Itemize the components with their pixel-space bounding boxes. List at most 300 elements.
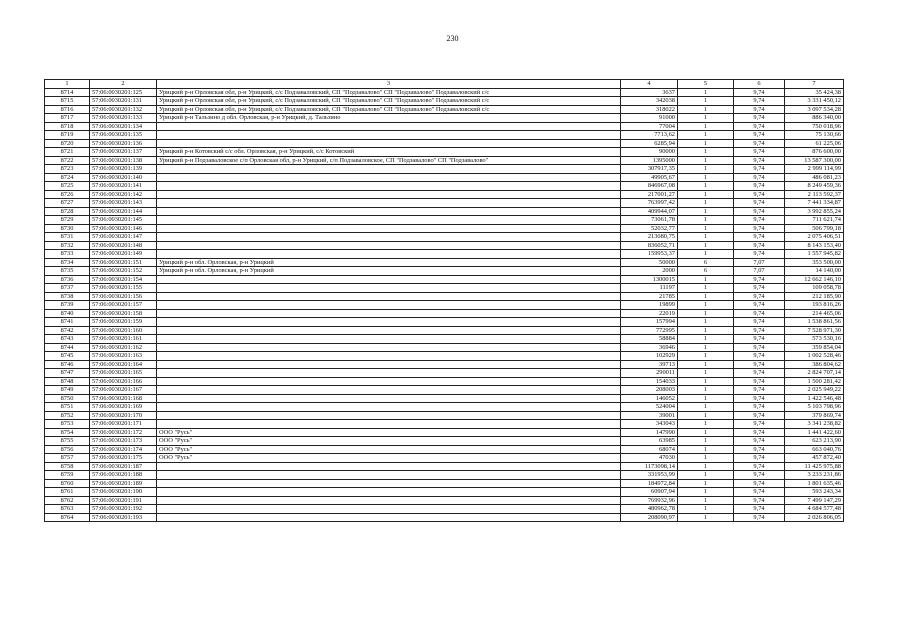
cadastral-value-cell: 1 500 281,42 xyxy=(785,377,844,386)
category-cell: 1 xyxy=(678,309,734,318)
cadastral-number-cell: 57:06:0030201:145 xyxy=(90,216,157,225)
row-number-cell: 8764 xyxy=(45,513,90,522)
table-row xyxy=(45,139,844,148)
rate-cell: 9,74 xyxy=(734,394,785,403)
row-number-cell: 8723 xyxy=(45,165,90,174)
area-cell: 184972,84 xyxy=(621,479,678,488)
address-cell: Урицкий р-н обл. Орловская, р-н Урицкий xyxy=(157,267,621,276)
row-number-cell: 8731 xyxy=(45,233,90,242)
table-row xyxy=(45,88,844,97)
cadastral-value-cell: 593 243,34 xyxy=(785,488,844,497)
category-cell: 1 xyxy=(678,224,734,233)
address-cell: Урицкий р-н Орловская обл, р-н Урицкий, с/с Подзаваловский, СП "Подзавалово" СП "Подзавалово" Подзаваловский с/с xyxy=(157,97,621,106)
address-cell xyxy=(157,318,621,327)
address-cell xyxy=(157,207,621,216)
category-cell: 1 xyxy=(678,343,734,352)
address-cell xyxy=(157,131,621,140)
cadastral-value-cell: 109 058,78 xyxy=(785,284,844,293)
category-cell: 1 xyxy=(678,488,734,497)
area-cell: 63985 xyxy=(621,437,678,446)
address-cell xyxy=(157,479,621,488)
category-cell: 1 xyxy=(678,479,734,488)
header-col-7: 7 xyxy=(785,80,844,89)
cadastral-number-cell: 57:06:0030201:168 xyxy=(90,394,157,403)
rate-cell: 9,74 xyxy=(734,139,785,148)
row-number-cell: 8757 xyxy=(45,454,90,463)
area-cell: 68074 xyxy=(621,445,678,454)
cadastral-value-cell: 75 130,66 xyxy=(785,131,844,140)
cadastral-number-cell: 57:06:0030201:172 xyxy=(90,428,157,437)
category-cell: 1 xyxy=(678,377,734,386)
table-row xyxy=(45,114,844,123)
cadastral-number-cell: 57:06:0030201:158 xyxy=(90,309,157,318)
address-cell: Урицкий р-н обл. Орловская, р-н Урицкий xyxy=(157,258,621,267)
rate-cell: 7,07 xyxy=(734,258,785,267)
cadastral-value-cell: 35 424,38 xyxy=(785,88,844,97)
cadastral-number-cell: 57:06:0030201:133 xyxy=(90,114,157,123)
table-row xyxy=(45,190,844,199)
row-number-cell: 8756 xyxy=(45,445,90,454)
area-cell: 39001 xyxy=(621,411,678,420)
address-cell xyxy=(157,139,621,148)
area-cell: 217001,27 xyxy=(621,190,678,199)
area-cell: 846967,08 xyxy=(621,182,678,191)
table-row xyxy=(45,148,844,157)
address-cell xyxy=(157,241,621,250)
area-cell: 2000 xyxy=(621,267,678,276)
address-cell xyxy=(157,403,621,412)
table-row xyxy=(45,250,844,259)
cadastral-number-cell: 57:06:0030201:125 xyxy=(90,88,157,97)
cadastral-value-cell: 359 854,04 xyxy=(785,343,844,352)
area-cell: 60907,94 xyxy=(621,488,678,497)
category-cell: 1 xyxy=(678,131,734,140)
rate-cell: 9,74 xyxy=(734,411,785,420)
category-cell: 1 xyxy=(678,505,734,514)
address-cell xyxy=(157,326,621,335)
address-cell xyxy=(157,309,621,318)
area-cell: 50000 xyxy=(621,258,678,267)
address-cell xyxy=(157,122,621,131)
cadastral-table-container xyxy=(44,79,843,522)
address-cell: Урицкий р-н Тальзино д обл. Орловская, р-н Урицкий, д. Тальзино xyxy=(157,114,621,123)
rate-cell: 9,74 xyxy=(734,386,785,395)
table-row xyxy=(45,241,844,250)
cadastral-value-cell: 876 600,00 xyxy=(785,148,844,157)
cadastral-number-cell: 57:06:0030201:131 xyxy=(90,97,157,106)
row-number-cell: 8744 xyxy=(45,343,90,352)
area-cell: 343043 xyxy=(621,420,678,429)
category-cell: 1 xyxy=(678,88,734,97)
cadastral-number-cell: 57:06:0030201:140 xyxy=(90,173,157,182)
cadastral-number-cell: 57:06:0030201:161 xyxy=(90,335,157,344)
cadastral-value-cell: 1 801 635,46 xyxy=(785,479,844,488)
table-row xyxy=(45,173,844,182)
address-cell xyxy=(157,496,621,505)
category-cell: 1 xyxy=(678,437,734,446)
row-number-cell: 8737 xyxy=(45,284,90,293)
area-cell: 11197 xyxy=(621,284,678,293)
rate-cell: 9,74 xyxy=(734,216,785,225)
rate-cell: 9,74 xyxy=(734,275,785,284)
table-row xyxy=(45,318,844,327)
cadastral-number-cell: 57:06:0030201:160 xyxy=(90,326,157,335)
table-row xyxy=(45,411,844,420)
cadastral-value-cell: 14 140,00 xyxy=(785,267,844,276)
cadastral-value-cell: 2 824 707,14 xyxy=(785,369,844,378)
category-cell: 1 xyxy=(678,420,734,429)
area-cell: 58884 xyxy=(621,335,678,344)
area-cell: 157994 xyxy=(621,318,678,327)
row-number-cell: 8755 xyxy=(45,437,90,446)
cadastral-value-cell: 5 103 798,96 xyxy=(785,403,844,412)
cadastral-value-cell: 573 530,16 xyxy=(785,335,844,344)
cadastral-number-cell: 57:06:0030201:148 xyxy=(90,241,157,250)
table-row xyxy=(45,420,844,429)
header-col-6: 6 xyxy=(734,80,785,89)
rate-cell: 9,74 xyxy=(734,496,785,505)
area-cell: 836052,71 xyxy=(621,241,678,250)
cadastral-value-cell: 386 804,62 xyxy=(785,360,844,369)
table-row xyxy=(45,335,844,344)
category-cell: 1 xyxy=(678,428,734,437)
cadastral-number-cell: 57:06:0030201:166 xyxy=(90,377,157,386)
table-row xyxy=(45,275,844,284)
cadastral-value-cell: 457 872,40 xyxy=(785,454,844,463)
area-cell: 19899 xyxy=(621,301,678,310)
row-number-cell: 8747 xyxy=(45,369,90,378)
cadastral-number-cell: 57:06:0030201:165 xyxy=(90,369,157,378)
category-cell: 1 xyxy=(678,403,734,412)
area-cell: 159953,37 xyxy=(621,250,678,259)
rate-cell: 9,74 xyxy=(734,301,785,310)
cadastral-value-cell: 3 992 855,24 xyxy=(785,207,844,216)
cadastral-number-cell: 57:06:0030201:149 xyxy=(90,250,157,259)
category-cell: 1 xyxy=(678,139,734,148)
category-cell: 1 xyxy=(678,513,734,522)
rate-cell: 9,74 xyxy=(734,88,785,97)
address-cell: Урицкий р-н Котовский с/с обл. Орловская, р-н Урицкий, с/с Котовский xyxy=(157,148,621,157)
address-cell xyxy=(157,420,621,429)
cadastral-value-cell: 13 587 300,00 xyxy=(785,156,844,165)
cadastral-number-cell: 57:06:0030201:152 xyxy=(90,267,157,276)
row-number-cell: 8730 xyxy=(45,224,90,233)
cadastral-value-cell: 193 816,26 xyxy=(785,301,844,310)
rate-cell: 9,74 xyxy=(734,190,785,199)
rate-cell: 9,74 xyxy=(734,131,785,140)
area-cell: 213080,75 xyxy=(621,233,678,242)
rate-cell: 9,74 xyxy=(734,148,785,157)
area-cell: 769932,96 xyxy=(621,496,678,505)
category-cell: 1 xyxy=(678,301,734,310)
category-cell: 1 xyxy=(678,241,734,250)
rate-cell: 9,74 xyxy=(734,352,785,361)
address-cell xyxy=(157,284,621,293)
area-cell: 49905,67 xyxy=(621,173,678,182)
rate-cell: 9,74 xyxy=(734,479,785,488)
category-cell: 1 xyxy=(678,233,734,242)
table-row xyxy=(45,199,844,208)
category-cell: 1 xyxy=(678,318,734,327)
area-cell: 154033 xyxy=(621,377,678,386)
area-cell: 52032,77 xyxy=(621,224,678,233)
rate-cell: 9,74 xyxy=(734,403,785,412)
cadastral-value-cell: 3 097 534,28 xyxy=(785,105,844,114)
cadastral-number-cell: 57:06:0030201:134 xyxy=(90,122,157,131)
cadastral-value-cell: 3 341 238,82 xyxy=(785,420,844,429)
rate-cell: 9,74 xyxy=(734,224,785,233)
cadastral-value-cell: 7 499 147,29 xyxy=(785,496,844,505)
category-cell: 1 xyxy=(678,190,734,199)
cadastral-value-cell: 1 557 945,82 xyxy=(785,250,844,259)
table-row xyxy=(45,496,844,505)
table-row xyxy=(45,343,844,352)
row-number-cell: 8733 xyxy=(45,250,90,259)
cadastral-value-cell: 214 465,06 xyxy=(785,309,844,318)
table-row xyxy=(45,326,844,335)
area-cell: 21785 xyxy=(621,292,678,301)
rate-cell: 9,74 xyxy=(734,182,785,191)
header-col-2: 2 xyxy=(90,80,157,89)
table-row xyxy=(45,437,844,446)
cadastral-number-cell: 57:06:0030201:162 xyxy=(90,343,157,352)
row-number-cell: 8735 xyxy=(45,267,90,276)
area-cell: 772995 xyxy=(621,326,678,335)
row-number-cell: 8759 xyxy=(45,471,90,480)
row-number-cell: 8727 xyxy=(45,199,90,208)
cadastral-number-cell: 57:06:0030201:142 xyxy=(90,190,157,199)
row-number-cell: 8751 xyxy=(45,403,90,412)
rate-cell: 9,74 xyxy=(734,207,785,216)
cadastral-value-cell: 3 233 231,86 xyxy=(785,471,844,480)
category-cell: 1 xyxy=(678,411,734,420)
cadastral-value-cell: 8 249 459,36 xyxy=(785,182,844,191)
cadastral-value-cell: 7 441 334,87 xyxy=(785,199,844,208)
row-number-cell: 8716 xyxy=(45,105,90,114)
table-row xyxy=(45,462,844,471)
area-cell: 331953,99 xyxy=(621,471,678,480)
table-row xyxy=(45,97,844,106)
address-cell xyxy=(157,250,621,259)
cadastral-number-cell: 57:06:0030201:174 xyxy=(90,445,157,454)
cadastral-value-cell: 379 869,74 xyxy=(785,411,844,420)
cadastral-value-cell: 8 143 153,40 xyxy=(785,241,844,250)
cadastral-number-cell: 57:06:0030201:151 xyxy=(90,258,157,267)
category-cell: 1 xyxy=(678,148,734,157)
rate-cell: 9,74 xyxy=(734,454,785,463)
address-cell xyxy=(157,301,621,310)
cadastral-number-cell: 57:06:0030201:156 xyxy=(90,292,157,301)
row-number-cell: 8732 xyxy=(45,241,90,250)
rate-cell: 9,74 xyxy=(734,156,785,165)
area-cell: 524004 xyxy=(621,403,678,412)
address-cell xyxy=(157,369,621,378)
rate-cell: 9,74 xyxy=(734,105,785,114)
table-row xyxy=(45,428,844,437)
table-body xyxy=(45,88,844,522)
table-row xyxy=(45,233,844,242)
rate-cell: 9,74 xyxy=(734,335,785,344)
address-cell xyxy=(157,471,621,480)
row-number-cell: 8717 xyxy=(45,114,90,123)
header-row xyxy=(45,80,844,89)
table-row xyxy=(45,284,844,293)
area-cell: 208090,97 xyxy=(621,513,678,522)
rate-cell: 9,74 xyxy=(734,513,785,522)
category-cell: 1 xyxy=(678,454,734,463)
cadastral-number-cell: 57:06:0030201:169 xyxy=(90,403,157,412)
rate-cell: 9,74 xyxy=(734,326,785,335)
table-row xyxy=(45,454,844,463)
table-row xyxy=(45,105,844,114)
area-cell: 39713 xyxy=(621,360,678,369)
row-number-cell: 8728 xyxy=(45,207,90,216)
address-cell xyxy=(157,462,621,471)
row-number-cell: 8742 xyxy=(45,326,90,335)
address-cell xyxy=(157,386,621,395)
rate-cell: 9,74 xyxy=(734,488,785,497)
rate-cell: 7,07 xyxy=(734,267,785,276)
cadastral-value-cell: 353 500,00 xyxy=(785,258,844,267)
address-cell xyxy=(157,292,621,301)
area-cell: 1173098,14 xyxy=(621,462,678,471)
area-cell: 47030 xyxy=(621,454,678,463)
cadastral-value-cell: 711 621,74 xyxy=(785,216,844,225)
category-cell: 1 xyxy=(678,182,734,191)
category-cell: 1 xyxy=(678,173,734,182)
cadastral-number-cell: 57:06:0030201:135 xyxy=(90,131,157,140)
cadastral-value-cell: 1 441 422,60 xyxy=(785,428,844,437)
cadastral-number-cell: 57:06:0030201:167 xyxy=(90,386,157,395)
row-number-cell: 8761 xyxy=(45,488,90,497)
area-cell: 290011 xyxy=(621,369,678,378)
address-cell xyxy=(157,505,621,514)
table-row xyxy=(45,505,844,514)
rate-cell: 9,74 xyxy=(734,377,785,386)
rate-cell: 9,74 xyxy=(734,233,785,242)
cadastral-value-cell: 2 999 114,99 xyxy=(785,165,844,174)
rate-cell: 9,74 xyxy=(734,428,785,437)
address-cell: ООО "Русь" xyxy=(157,454,621,463)
rate-cell: 9,74 xyxy=(734,241,785,250)
table-row xyxy=(45,386,844,395)
rate-cell: 9,74 xyxy=(734,292,785,301)
cadastral-value-cell: 2 025 949,22 xyxy=(785,386,844,395)
header-col-4: 4 xyxy=(621,80,678,89)
category-cell: 1 xyxy=(678,122,734,131)
cadastral-number-cell: 57:06:0030201:173 xyxy=(90,437,157,446)
area-cell: 208003 xyxy=(621,386,678,395)
area-cell: 22019 xyxy=(621,309,678,318)
cadastral-number-cell: 57:06:0030201:144 xyxy=(90,207,157,216)
row-number-cell: 8760 xyxy=(45,479,90,488)
rate-cell: 9,74 xyxy=(734,462,785,471)
row-number-cell: 8719 xyxy=(45,131,90,140)
table-row xyxy=(45,267,844,276)
address-cell: Урицкий р-н Подзаваловское с/п Орловская обл, р-н Урицкий, с/п Подзаваловское, СП "Подзавалово" СП "Подзавалово" xyxy=(157,156,621,165)
category-cell: 1 xyxy=(678,445,734,454)
address-cell: ООО "Русь" xyxy=(157,445,621,454)
address-cell xyxy=(157,182,621,191)
row-number-cell: 8715 xyxy=(45,97,90,106)
table-row xyxy=(45,360,844,369)
cadastral-value-cell: 663 040,76 xyxy=(785,445,844,454)
table-row xyxy=(45,258,844,267)
table-row xyxy=(45,369,844,378)
address-cell xyxy=(157,377,621,386)
address-cell xyxy=(157,335,621,344)
area-cell: 90000 xyxy=(621,148,678,157)
rate-cell: 9,74 xyxy=(734,360,785,369)
rate-cell: 9,74 xyxy=(734,284,785,293)
header-col-5: 5 xyxy=(678,80,734,89)
cadastral-number-cell: 57:06:0030201:147 xyxy=(90,233,157,242)
address-cell xyxy=(157,173,621,182)
area-cell: 318022 xyxy=(621,105,678,114)
row-number-cell: 8758 xyxy=(45,462,90,471)
rate-cell: 9,74 xyxy=(734,445,785,454)
area-cell: 6285,94 xyxy=(621,139,678,148)
row-number-cell: 8752 xyxy=(45,411,90,420)
category-cell: 1 xyxy=(678,292,734,301)
rate-cell: 9,74 xyxy=(734,318,785,327)
address-cell xyxy=(157,360,621,369)
category-cell: 1 xyxy=(678,471,734,480)
area-cell: 480962,78 xyxy=(621,505,678,514)
row-number-cell: 8720 xyxy=(45,139,90,148)
cadastral-value-cell: 2 113 592,37 xyxy=(785,190,844,199)
cadastral-table xyxy=(44,79,844,522)
area-cell: 342038 xyxy=(621,97,678,106)
area-cell: 146052 xyxy=(621,394,678,403)
table-row xyxy=(45,445,844,454)
category-cell: 1 xyxy=(678,386,734,395)
cadastral-number-cell: 57:06:0030201:154 xyxy=(90,275,157,284)
category-cell: 1 xyxy=(678,216,734,225)
address-cell xyxy=(157,224,621,233)
cadastral-number-cell: 57:06:0030201:191 xyxy=(90,496,157,505)
table-row xyxy=(45,309,844,318)
category-cell: 1 xyxy=(678,275,734,284)
table-row xyxy=(45,352,844,361)
address-cell xyxy=(157,394,621,403)
cadastral-value-cell: 750 018,96 xyxy=(785,122,844,131)
cadastral-number-cell: 57:06:0030201:159 xyxy=(90,318,157,327)
row-number-cell: 8746 xyxy=(45,360,90,369)
cadastral-value-cell: 623 213,90 xyxy=(785,437,844,446)
area-cell: 102929 xyxy=(621,352,678,361)
row-number-cell: 8725 xyxy=(45,182,90,191)
address-cell: Урицкий р-н Орловская обл, р-н Урицкий, с/с Подзаваловский, СП "Подзавалово" СП "Подзавалово" Подзаваловский с/с xyxy=(157,105,621,114)
table-row xyxy=(45,479,844,488)
category-cell: 1 xyxy=(678,199,734,208)
address-cell xyxy=(157,513,621,522)
category-cell: 1 xyxy=(678,97,734,106)
address-cell xyxy=(157,488,621,497)
category-cell: 1 xyxy=(678,326,734,335)
row-number-cell: 8718 xyxy=(45,122,90,131)
category-cell: 1 xyxy=(678,284,734,293)
address-cell xyxy=(157,233,621,242)
row-number-cell: 8763 xyxy=(45,505,90,514)
row-number-cell: 8724 xyxy=(45,173,90,182)
cadastral-value-cell: 11 425 975,88 xyxy=(785,462,844,471)
cadastral-number-cell: 57:06:0030201:146 xyxy=(90,224,157,233)
area-cell: 91000 xyxy=(621,114,678,123)
category-cell: 1 xyxy=(678,207,734,216)
area-cell: 7713,62 xyxy=(621,131,678,140)
area-cell: 36946 xyxy=(621,343,678,352)
